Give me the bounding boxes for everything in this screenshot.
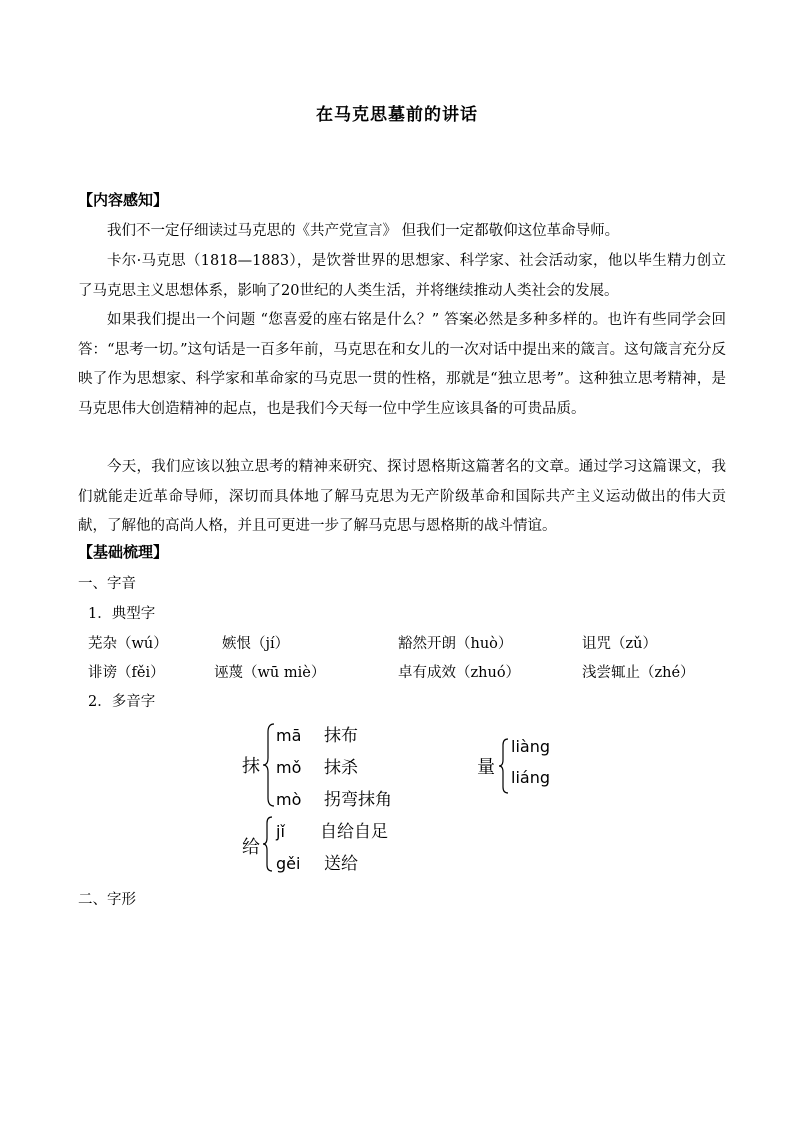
content-paragraph-1: 我们不一定仔细读过马克思的《共产党宣言》 但我们一定都敬仰这位革命导师。 (107, 223, 620, 239)
polyphone-reading: jǐ 自给自足 (276, 822, 388, 842)
polyphone-reading: liáng (511, 768, 550, 787)
polyphone-char: 抹 (242, 756, 260, 777)
content-paragraph-4: 今天，我们应该以独立思考的精神来研究、探讨恩格斯这篇著名的文章。通过学习这篇课文，我们就能走近革命导师，深切而具体地了解马克思为无产阶级革命和国际共产主义运动做出的伟大贡献，了解他的高尚人格，并且可更进一步了解马克思与恩格斯的战斗情谊。 (78, 459, 726, 534)
polyphone-reading: mā 抹布 (276, 726, 358, 746)
typical-word: 卓有成效（zhuó） (398, 665, 521, 681)
page-title: 在马克思墓前的讲话 (316, 105, 478, 125)
basics-heading: 【基础梳理】 (78, 543, 169, 561)
polyphone-reading: gěi 送给 (276, 854, 358, 874)
brace-icon (262, 815, 274, 873)
polyphone-char: 量 (477, 757, 495, 778)
polyphone-reading: mǒ 抹杀 (276, 758, 358, 778)
polyphone-reading: mò 拐弯抹角 (276, 790, 392, 810)
part-character-form-heading: 二、字形 (78, 892, 136, 908)
typical-word: 诅咒（zǔ） (582, 636, 657, 652)
typical-word: 嫉恨（jí） (222, 636, 290, 652)
polyphone-char: 给 (242, 837, 260, 858)
content-heading: 【内容感知】 (78, 191, 169, 209)
typical-word: 豁然开朗（huò） (398, 636, 513, 652)
brace-icon (262, 722, 276, 808)
typical-word: 芜杂（wú） (88, 636, 168, 652)
content-paragraph-2: 卡尔·马克思（1818—1883），是饮誉世界的思想家、科学家、社会活动家，他以毕生精力创立了马克思主义思想体系，影响了20世纪的人类生活，并将继续推动人类社会的发展。 (78, 253, 726, 299)
typical-word: 诬蔑（wū miè） (214, 665, 326, 681)
brace-icon (498, 737, 510, 795)
content-paragraph-3: 如果我们提出一个问题 “您喜爱的座右铭是什么？” 答案必然是多种多样的。也许有些同学会回答：“思考一切。”这句话是一百多年前，马克思在和女儿的一次对话中提出来的箴言。这句箴言充分反映了作为思想家、科学家和革命家的马克思一贯的性格，那就是“独立思考”。这种独立思考精神，是马克思伟大创造精神的起点，也是我们今天每一位中学生应该具备的可贵品质。 (78, 312, 726, 417)
polyphones-heading: 2．多音字 (88, 694, 156, 710)
polyphone-reading: liàng (511, 737, 550, 756)
part-pronunciation-heading: 一、字音 (78, 576, 136, 592)
typical-word: 诽谤（fěi） (88, 665, 165, 681)
typical-words-heading: 1．典型字 (88, 606, 156, 622)
typical-word: 浅尝辄止（zhé） (582, 665, 695, 681)
